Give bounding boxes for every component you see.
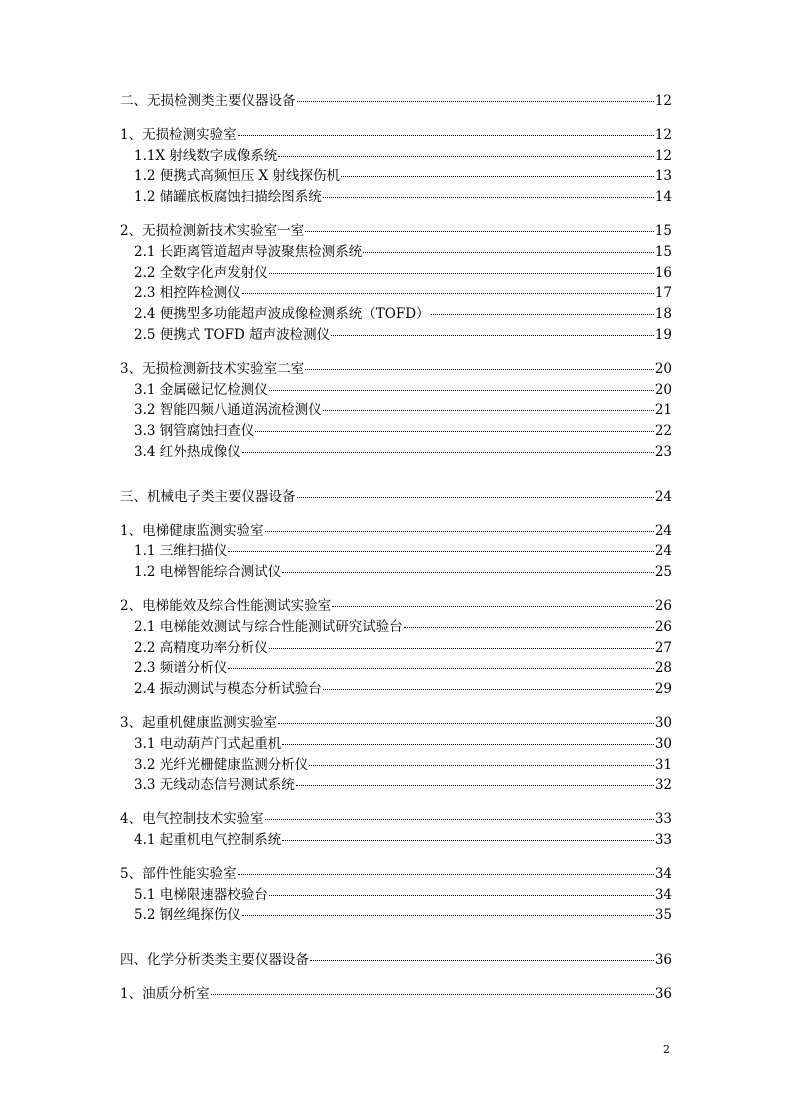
toc-entry-page: 31: [654, 756, 672, 773]
toc-entry-page: 13: [654, 168, 672, 185]
toc-entry-page: 19: [654, 326, 672, 343]
dot-leader: [269, 894, 654, 896]
dot-leader: [305, 368, 654, 370]
dot-leader: [282, 571, 654, 573]
toc-entry-section[interactable]: [120, 221, 672, 242]
toc-entry-title: 3、无损检测新技术实验室二室: [120, 360, 305, 377]
dot-leader: [278, 155, 653, 157]
toc-entry-title: 4、电气控制技术实验室: [120, 811, 264, 828]
dot-leader: [242, 292, 654, 294]
toc-entry-subsection[interactable]: [120, 166, 672, 187]
toc-entry-subsection[interactable]: [120, 775, 672, 796]
dot-leader: [282, 743, 654, 745]
dot-leader: [331, 334, 654, 336]
toc-entry-page: 34: [654, 886, 672, 903]
toc-entry-title: 3、起重机健康监测实验室: [120, 714, 278, 731]
section-spacer: [120, 926, 672, 950]
toc-entry-title: 3.1 电动葫芦门式起重机: [134, 735, 282, 752]
dot-leader: [363, 251, 654, 253]
toc-entry-section[interactable]: [120, 596, 672, 617]
dot-leader: [296, 784, 654, 786]
toc-entry-page: 35: [654, 907, 672, 924]
toc-entry-subsection[interactable]: [120, 242, 672, 263]
dot-leader: [431, 313, 654, 315]
toc-entry-section[interactable]: [120, 521, 672, 542]
toc-entry-section[interactable]: [120, 950, 672, 971]
dot-leader: [228, 667, 654, 669]
toc-entry-subsection[interactable]: [120, 617, 672, 638]
toc-entry-page: 23: [654, 443, 672, 460]
toc-entry-page: 24: [654, 522, 672, 539]
toc-entry-title: 5.2 钢丝绳探伤仪: [134, 907, 241, 924]
section-spacer: [120, 851, 672, 864]
toc-entry-page: 36: [654, 985, 672, 1002]
dot-leader: [228, 550, 654, 552]
toc-entry-section[interactable]: [120, 91, 672, 112]
toc-entry-page: 30: [654, 735, 672, 752]
toc-entry-page: 28: [654, 660, 672, 677]
toc-entry-title: 2.5 便携式 TOFD 超声波检测仪: [134, 326, 331, 343]
toc-entry-section[interactable]: [120, 984, 672, 1005]
toc-entry-subsection[interactable]: [120, 187, 672, 208]
dot-leader: [242, 914, 654, 916]
toc-entry-page: 24: [654, 488, 672, 505]
dot-leader: [404, 626, 654, 628]
toc-entry-subsection[interactable]: [120, 885, 672, 906]
toc-entry-page: 22: [654, 423, 672, 440]
toc-entry-subsection[interactable]: [120, 755, 672, 776]
toc-entry-page: 16: [654, 264, 672, 281]
toc-entry-page: 25: [654, 564, 672, 581]
dot-leader: [282, 839, 654, 841]
dot-leader: [242, 451, 654, 453]
toc-entry-subsection[interactable]: [120, 283, 672, 304]
toc-entry-title: 5、部件性能实验室: [120, 865, 237, 882]
toc-entry-title: 2.3 频谱分析仪: [134, 660, 228, 677]
section-spacer: [120, 971, 672, 984]
dot-leader: [332, 605, 654, 607]
section-spacer: [120, 796, 672, 809]
section-spacer: [120, 208, 672, 221]
dot-leader: [341, 175, 654, 177]
toc-entry-subsection[interactable]: [120, 146, 672, 167]
toc-entry-title: 1.2 储罐底板腐蚀扫描绘图系统: [134, 189, 322, 206]
toc-entry-title: 三、机械电子类主要仪器设备: [120, 488, 296, 505]
toc-entry-title: 2.2 高精度功率分析仪: [134, 639, 268, 656]
toc-entry-title: 2.3 相控阵检测仪: [134, 285, 241, 302]
toc-entry-page: 24: [654, 543, 672, 560]
toc-entry-subsection[interactable]: [120, 304, 672, 325]
dot-leader: [278, 722, 654, 724]
toc-entry-subsection[interactable]: [120, 638, 672, 659]
toc-entry-page: 33: [654, 831, 672, 848]
dot-leader: [310, 959, 654, 961]
toc-entry-title: 3.3 钢管腐蚀扫查仪: [134, 423, 255, 440]
dot-leader: [238, 134, 654, 136]
toc-entry-title: 2.1 电梯能效测试与综合性能测试研究试验台: [134, 618, 403, 635]
dot-leader: [211, 993, 654, 995]
toc-entry-section[interactable]: [120, 125, 672, 146]
toc-entry-page: 15: [654, 222, 672, 239]
dot-leader: [265, 530, 654, 532]
dot-leader: [323, 688, 654, 690]
page-number: 2: [663, 1043, 670, 1056]
section-spacer: [120, 463, 672, 487]
toc-entry-page: 33: [654, 811, 672, 828]
toc-entry-subsection[interactable]: [120, 658, 672, 679]
toc-entry-subsection[interactable]: [120, 325, 672, 346]
toc-entry-title: 1.1X 射线数字成像系统: [134, 147, 278, 164]
toc-entry-title: 5.1 电梯限速器校验台: [134, 886, 268, 903]
toc-entry-subsection[interactable]: [120, 442, 672, 463]
toc-entry-title: 2.4 振动测试与模态分析试验台: [134, 681, 322, 698]
toc-entry-section[interactable]: [120, 809, 672, 830]
toc-entry-subsection[interactable]: [120, 830, 672, 851]
dot-leader: [305, 230, 654, 232]
toc-entry-section[interactable]: [120, 487, 672, 508]
toc-entry-subsection[interactable]: [120, 263, 672, 284]
toc-entry-page: 12: [654, 93, 672, 109]
dot-leader: [323, 409, 654, 411]
dot-leader: [297, 100, 654, 102]
dot-leader: [323, 196, 654, 198]
dot-leader: [238, 873, 654, 875]
toc-entry-title: 1.1 三维扫描仪: [134, 543, 228, 560]
toc-entry-title: 1、电梯健康监测实验室: [120, 522, 264, 539]
toc-entry-title: 二、无损检测类主要仪器设备: [120, 93, 296, 109]
toc-entry-title: 1、油质分析室: [120, 985, 210, 1002]
section-spacer: [120, 346, 672, 359]
table-of-contents: [120, 91, 672, 1005]
toc-entry-subsection[interactable]: [120, 421, 672, 442]
toc-entry-title: 2.4 便携型多功能超声波成像检测系统（TOFD）: [134, 306, 430, 323]
toc-entry-page: 27: [654, 639, 672, 656]
toc-entry-page: 32: [654, 777, 672, 794]
toc-entry-subsection[interactable]: [120, 380, 672, 401]
toc-entry-page: 20: [654, 360, 672, 377]
toc-entry-title: 2、无损检测新技术实验室一室: [120, 222, 305, 239]
toc-entry-page: 36: [654, 952, 672, 969]
toc-entry-page: 26: [654, 618, 672, 635]
toc-entry-section[interactable]: [120, 864, 672, 885]
toc-entry-page: 30: [654, 714, 672, 731]
toc-entry-page: 34: [654, 865, 672, 882]
toc-entry-title: 2、电梯能效及综合性能测试实验室: [120, 597, 332, 614]
toc-entry-page: 12: [654, 147, 672, 164]
toc-entry-subsection[interactable]: [120, 400, 672, 421]
dot-leader: [269, 647, 654, 649]
dot-leader: [297, 496, 654, 498]
toc-entry-subsection[interactable]: [120, 679, 672, 700]
section-spacer: [120, 583, 672, 596]
dot-leader: [269, 389, 654, 391]
dot-leader: [269, 272, 654, 274]
section-spacer: [120, 508, 672, 521]
toc-entry-page: 26: [654, 597, 672, 614]
toc-entry-title: 3.2 光纤光栅健康监测分析仪: [134, 756, 309, 773]
toc-entry-subsection[interactable]: [120, 562, 672, 583]
toc-entry-title: 3.4 红外热成像仪: [134, 443, 241, 460]
dot-leader: [265, 818, 654, 820]
toc-entry-title: 1、无损检测实验室: [120, 126, 237, 143]
toc-entry-title: 3.2 智能四频八通道涡流检测仪: [134, 402, 322, 419]
toc-entry-title: 2.1 长距离管道超声导波聚焦检测系统: [134, 243, 363, 260]
toc-entry-page: 18: [654, 306, 672, 323]
toc-entry-subsection[interactable]: [120, 734, 672, 755]
toc-entry-section[interactable]: [120, 359, 672, 380]
toc-entry-page: 17: [654, 285, 672, 302]
toc-entry-title: 1.2 电梯智能综合测试仪: [134, 564, 282, 581]
toc-entry-subsection[interactable]: [120, 541, 672, 562]
toc-entry-title: 四、化学分析类类主要仪器设备: [120, 952, 309, 969]
toc-entry-page: 29: [654, 681, 672, 698]
toc-entry-page: 21: [654, 402, 672, 419]
toc-entry-subsection[interactable]: [120, 905, 672, 926]
toc-entry-section[interactable]: [120, 713, 672, 734]
toc-entry-title: 3.3 无线动态信号测试系统: [134, 777, 295, 794]
toc-entry-title: 4.1 起重机电气控制系统: [134, 831, 282, 848]
dot-leader: [255, 430, 654, 432]
toc-entry-title: 1.2 便携式高频恒压 X 射线探伤机: [134, 168, 340, 185]
toc-entry-page: 20: [654, 381, 672, 398]
toc-entry-title: 2.2 全数字化声发射仪: [134, 264, 268, 281]
toc-entry-page: 12: [654, 126, 672, 143]
toc-entry-page: 14: [654, 189, 672, 206]
toc-entry-page: 15: [654, 243, 672, 260]
toc-entry-title: 3.1 金属磁记忆检测仪: [134, 381, 268, 398]
section-spacer: [120, 112, 672, 125]
section-spacer: [120, 700, 672, 713]
dot-leader: [309, 764, 654, 766]
